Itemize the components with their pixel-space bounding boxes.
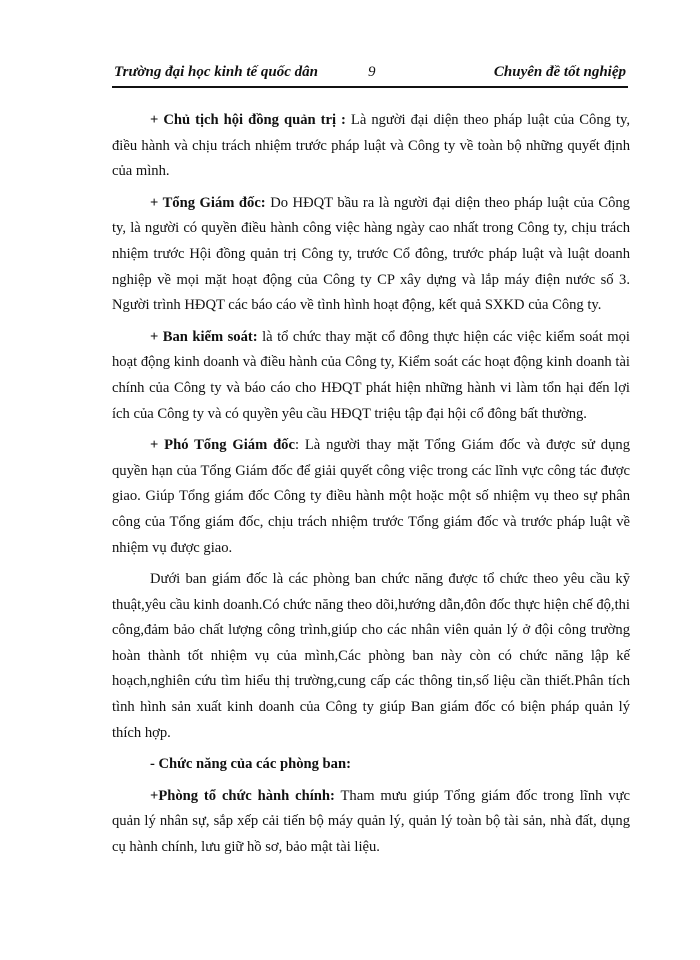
page-number: 9 (368, 64, 376, 80)
paragraph-general-director (112, 191, 630, 319)
paragraph-lead: + Ban kiểm soát: (150, 328, 258, 345)
paragraph-lead: +Phòng tổ chức hành chính: (150, 787, 335, 804)
paragraph-deputy-director (112, 433, 630, 561)
paragraph-lead: + Phó Tổng Giám đốc (150, 437, 295, 454)
paragraph-text: Dưới ban giám đốc là các phòng ban chức năng được tổ chức theo yêu cầu kỹ thuật,yêu cầu kinh doanh.Có chức năng theo dõi,hướng dẫn,đôn đốc thực hiện chế độ,thi công,đảm bảo chất lượng công trình,giúp cho các nhân viên quản lý ở đội công trường hoàn thành tốt nhiệm vụ của mình,Các phòng ban này còn có chức năng lập kế hoạch,nghiên cứu tìm hiểu thị trường,cung cấp các thông tin,số liệu cần thiết.Phân tích tình hình sản xuất kinh doanh của Công ty giúp Ban giám đốc có biện pháp quản lý thích hợp. (112, 571, 630, 741)
paragraph-text: là tổ chức thay mặt cổ đông thực hiện các việc kiểm soát mọi hoạt động kinh doanh và điều hành của Công ty, Kiểm soát các hoạt động kinh doanh tài chính của Công ty và báo cáo cho HĐQT phát hiện những hành vi làm tổn hại đến lợi ích của Công ty và có quyền yêu cầu HĐQT triệu tập đại hội cổ đông bất thường. (112, 328, 630, 422)
header-thesis-title: Chuyên đề tốt nghiệp (493, 64, 626, 80)
paragraph-admin-department (112, 784, 630, 861)
paragraph-chairman (112, 108, 630, 185)
paragraph-text: : Là người thay mặt Tổng Giám đốc và được sử dụng quyền hạn của Tổng Giám đốc để giải quyết công việc trong các lĩnh vực công tác được giao. Giúp Tổng giám đốc Công ty điều hành một hoặc một số nhiệm vụ theo sự phân công của Tổng giám đốc, chịu trách nhiệm trước Tổng giám đốc và trước pháp luật về nhiệm vụ được giao. (112, 437, 630, 556)
paragraph-text: Tham mưu giúp Tổng giám đốc trong lĩnh vực quản lý nhân sự, sắp xếp cải tiến bộ máy quản lý, quản lý toàn bộ tài sản, nhà đất, dụng cụ hành chính, lưu giữ hồ sơ, bảo mật tài liệu. (112, 787, 630, 856)
page-header (112, 62, 628, 88)
section-heading: - Chức năng của các phòng ban: (150, 756, 351, 773)
header-university: Trường đại học kinh tế quốc dân (114, 64, 319, 80)
paragraph-lead: + Chủ tịch hội đồng quản trị : (150, 112, 346, 128)
paragraph-lead: + Tổng Giám đốc: (150, 194, 266, 211)
document-body (112, 108, 630, 867)
paragraph-departments (112, 567, 630, 746)
paragraph-supervisory-board (112, 325, 630, 427)
paragraph-text: Là người đại diện theo pháp luật của Công ty, điều hành và chịu trách nhiệm trước pháp luật và Công ty về toàn bộ những quyết định của mình. (112, 112, 630, 180)
paragraph-text: Do HĐQT bầu ra là người đại diện theo pháp luật của Công ty, là người có quyền điều hành công việc hàng ngày cao nhất trong Công ty, chịu trách nhiệm trước Hội đồng quản trị Công ty, trước Cổ đông, trước pháp luật và luật doanh nghiệp về mọi mặt hoạt động của Công ty CP xây dựng và lắp máy điện nước số 3. Người trình HĐQT các báo cáo về tình hình hoạt động, kết quả SXKD của Công ty. (112, 194, 630, 314)
